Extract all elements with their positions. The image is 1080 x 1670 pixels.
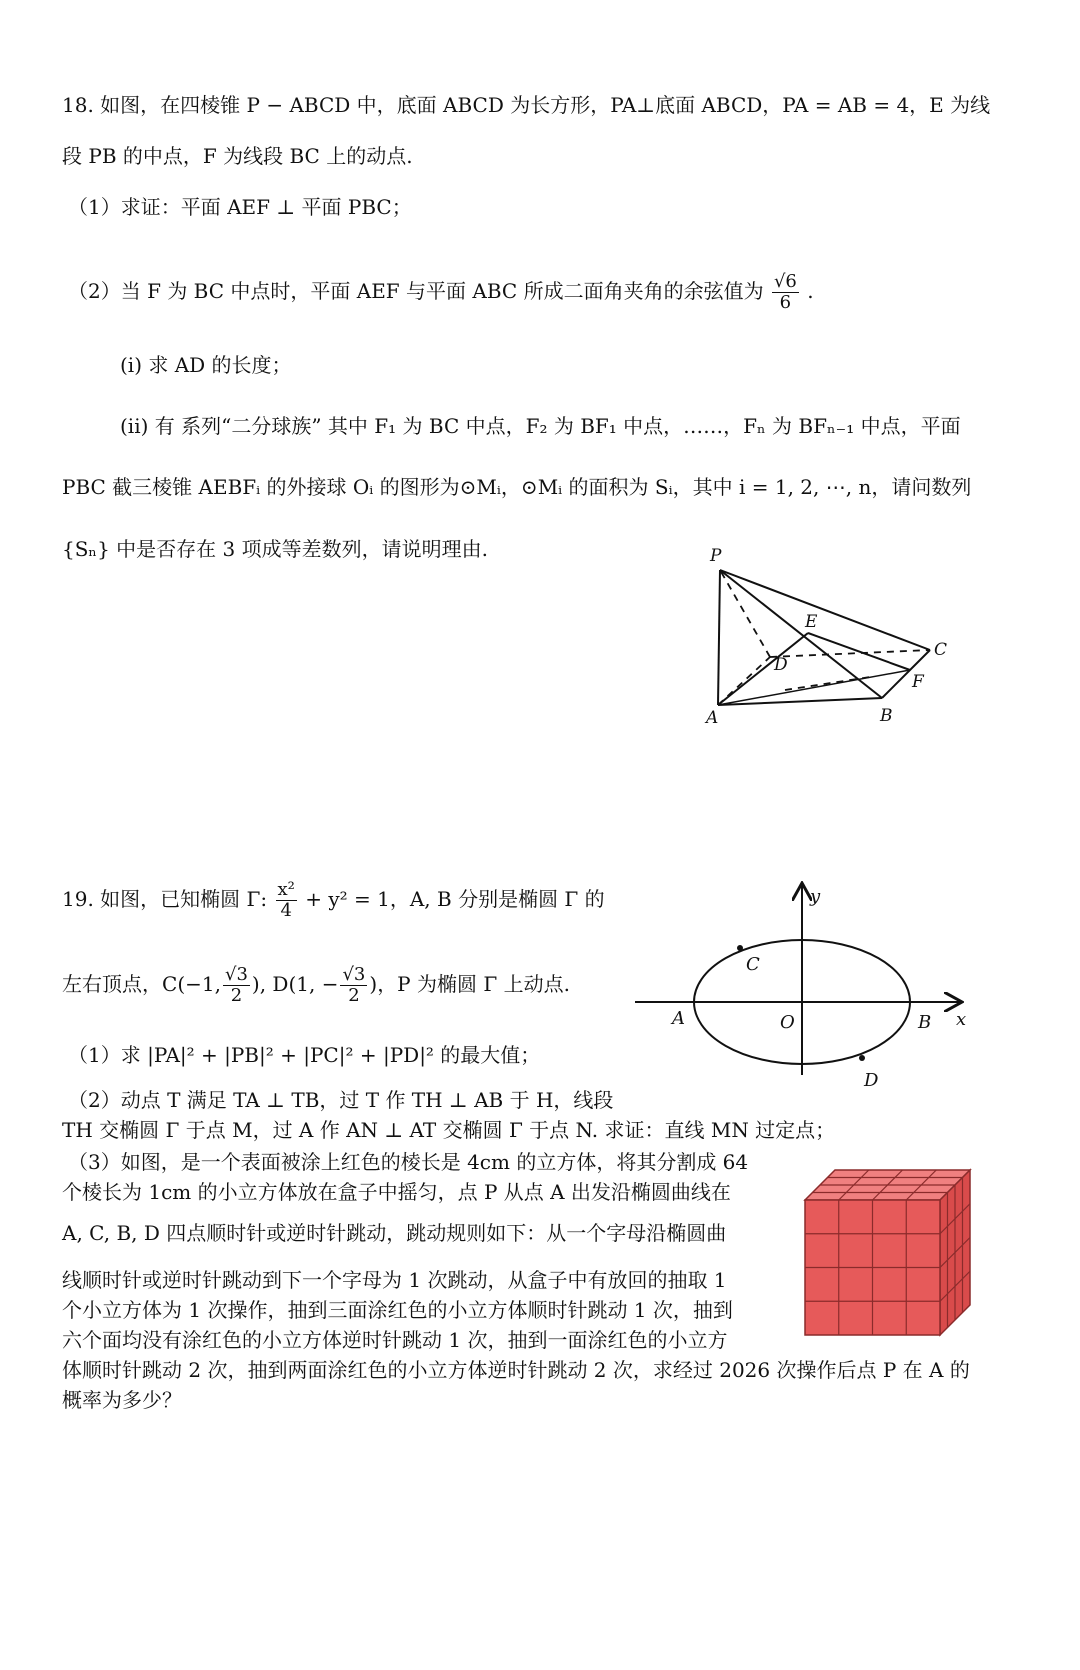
p19-q3-line7: 体顺时针跳动 2 次，抽到两面涂红色的小立方体逆时针跳动 2 次，求经过 2026 次操作后点 P 在 A 的	[62, 1358, 970, 1382]
red-cube-figure	[795, 1155, 975, 1345]
frac-num: √6	[773, 271, 797, 292]
p19-q2-line2: TH 交椭圆 Γ 于点 M，过 A 作 AN ⊥ AT 交椭圆 Γ 于点 N. 求证：直线 MN 过定点；	[62, 1118, 836, 1142]
frac-den: 6	[779, 292, 792, 313]
point-D	[859, 1055, 865, 1061]
p18-q2-end: .	[807, 279, 814, 303]
p19-q3-line5: 个小立方体为 1 次操作，抽到三面涂红色的小立方体顺时针跳动 1 次，抽到	[62, 1298, 733, 1322]
p19-q2-line1: （2）动点 T 满足 TA ⊥ TB，过 T 作 TH ⊥ AB 于 H，线段	[68, 1088, 614, 1112]
edge-PA	[718, 570, 720, 705]
label-B: B	[918, 1012, 932, 1033]
p19-q3-line4: 线顺时针或逆时针跳动到下一个字母为 1 次跳动，从盒子中有放回的抽取 1	[62, 1268, 727, 1292]
p19-q1: （1）求 |PA|² + |PB|² + |PC|² + |PD|² 的最大值；	[68, 1043, 541, 1067]
p18-qii-line1: (ii) 有 系列“二分球族” 其中 F₁ 为 BC 中点，F₂ 为 BF₁ 中点，……，Fₙ 为 BFₙ₋₁ 中点，平面	[120, 414, 961, 438]
p19-line1-rest: + y² = 1，A, B 分别是椭圆 Γ 的	[305, 887, 605, 911]
p19-q3-line2: 个棱长为 1cm 的小立方体放在盒子中摇匀，点 P 从点 A 出发沿椭圆曲线在	[62, 1180, 731, 1204]
label-O: O	[780, 1012, 795, 1033]
p18-q2-text: （2）当 F 为 BC 中点时，平面 AEF 与平面 ABC 所成二面角夹角的余弦值为	[68, 279, 764, 303]
label-D: D	[864, 1070, 879, 1091]
p18-q2-fraction	[772, 272, 799, 313]
label-F: F	[912, 672, 924, 692]
point-C	[737, 945, 743, 951]
p19-q3-line6: 六个面均没有涂红色的小立方体逆时针跳动 1 次，抽到一面涂红色的小立方	[62, 1328, 728, 1352]
segment-AF	[718, 670, 910, 705]
p18-qii-line3: {Sₙ} 中是否存在 3 项成等差数列，请说明理由.	[62, 537, 488, 561]
edge-PC	[720, 570, 930, 650]
point-d-open: (1, −	[288, 972, 339, 996]
label-x: x	[956, 1009, 967, 1030]
p18-qii-line2: PBC 截三棱锥 AEBFᵢ 的外接球 Oᵢ 的图形为⊙Mᵢ，⊙Mᵢ 的面积为 Sᵢ，其中 i = 1, 2, ⋯, n，请问数列	[62, 475, 972, 499]
frac-num: √3	[224, 964, 248, 985]
p18-q1: （1）求证：平面 AEF ⊥ 平面 PBC；	[68, 195, 412, 219]
p19-line2-start: 左右顶点，C	[62, 972, 178, 996]
p19-line1-text: 19. 如图，已知椭圆 Γ:	[62, 887, 268, 911]
edge-DC-dashed	[770, 650, 930, 657]
edge-PD-dashed	[720, 570, 770, 657]
point-c-open: (−1,	[177, 972, 221, 996]
label-y: y	[810, 886, 821, 907]
pyramid-figure	[690, 545, 960, 730]
frac-den: 2	[230, 985, 243, 1006]
frac-num: √3	[342, 964, 366, 985]
point-c-fraction	[223, 965, 250, 1006]
label-A: A	[706, 708, 719, 728]
label-E: E	[805, 612, 818, 632]
edge-AB	[718, 698, 882, 705]
point-d-fraction	[340, 965, 367, 1006]
p19-q3-line3: A, C, B, D 四点顺时针或逆时针跳动，跳动规则如下：从一个字母沿椭圆曲	[62, 1221, 727, 1245]
frac-den: 4	[280, 900, 292, 921]
label-A: A	[672, 1008, 685, 1029]
point-d-label: , D	[259, 972, 289, 996]
label-B: B	[880, 706, 893, 726]
p19-q3-line1: （3）如图，是一个表面被涂上红色的棱长是 4cm 的立方体，将其分割成 64	[68, 1150, 749, 1174]
p18-q2	[68, 272, 1040, 313]
p19-line2-end: ，P 为椭圆 Γ 上动点.	[377, 972, 570, 996]
p18-qi: (i) 求 AD 的长度；	[120, 353, 292, 377]
p19-q3-line8: 概率为多少？	[62, 1388, 182, 1412]
frac-num: x²	[277, 879, 295, 900]
ellipse-figure	[630, 880, 980, 1095]
frac-den: 2	[348, 985, 360, 1006]
label-C: C	[746, 954, 760, 975]
label-P: P	[710, 546, 722, 566]
label-C: C	[934, 640, 948, 660]
p18-line2: 段 PB 的中点，F 为线段 BC 上的动点.	[62, 144, 413, 168]
p18-line1: 18. 如图，在四棱锥 P − ABCD 中，底面 ABCD 为长方形，PA⊥底面 ABCD，PA = AB = 4，E 为线	[62, 93, 991, 117]
point-d-close: )	[369, 972, 378, 996]
point-c-close: )	[251, 972, 260, 996]
p19-ellipse-fraction	[276, 880, 297, 921]
label-D: D	[774, 655, 788, 675]
